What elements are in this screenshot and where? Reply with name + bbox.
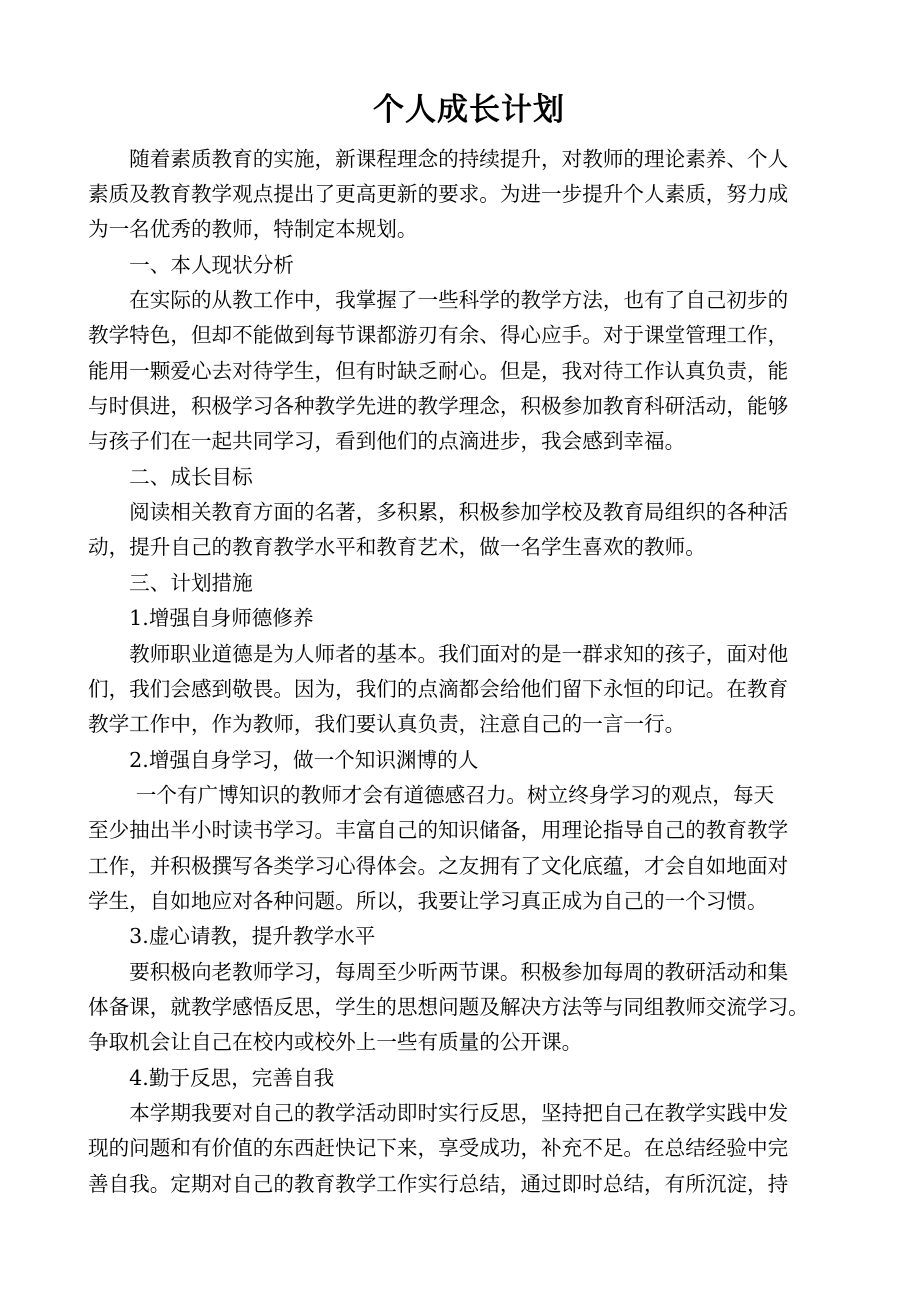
text-line: 们，我们会感到敬畏。因为，我们的点滴都会给他们留下永恒的印记。在教育 [88,677,789,701]
text-line: 教学工作中，作为教师，我们要认真负责，注意自己的一言一行。 [88,712,686,736]
text-line: 争取机会让自己在校内或校外上一些有质量的公开课。 [88,1030,583,1054]
text-line: 体备课，就教学感悟反思，学生的思想问题及解决方法等与同组教师交流学习。 [88,995,809,1019]
text-line: 现的问题和有价值的东西赶快记下来，享受成功，补充不足。在总结经验中完 [88,1136,789,1160]
text-line: 教师职业道德是为人师者的基本。我们面对的是一群求知的孩子，面对他 [88,642,789,666]
text-line: 教学特色，但却不能做到每节课都游刃有余、得心应手。对于课堂管理工作， [88,323,789,347]
text-line: 素质及教育教学观点提出了更高更新的要求。为进一步提升个人素质，努力成 [88,182,789,206]
subsection-heading: 4.勤于反思，完善自我 [88,1066,335,1090]
subsection-heading: 3.虚心请教，提升教学水平 [88,924,376,948]
subsection-heading: 2.增强自身学习，做一个知识渊博的人 [88,748,479,772]
text-line: 在实际的从教工作中，我掌握了一些科学的教学方法，也有了自己初步的 [88,288,789,312]
text-line: 动，提升自己的教育教学水平和教育艺术，做一名学生喜欢的教师。 [88,535,706,559]
text-line: 随着素质教育的实施，新课程理念的持续提升，对教师的理论素养、个人 [88,147,789,171]
text-line: 本学期我要对自己的教学活动即时实行反思，坚持把自己在教学实践中发 [88,1101,789,1125]
text-line: 学生，自如地应对各种问题。所以，我要让学习真正成为自己的一个习惯。 [88,889,768,913]
text-line: 为一名优秀的教师，特制定本规划。 [88,217,418,241]
section-heading: 三、计划措施 [88,571,253,595]
text-line: 工作，并积极撰写各类学习心得体会。之友拥有了文化底蕴，才会自如地面对 [88,854,789,878]
text-line: 能用一颗爱心去对待学生，但有时缺乏耐心。但是，我对待工作认真负责，能 [88,359,789,383]
text-line: 要积极向老教师学习，每周至少听两节课。积极参加每周的教研活动和集 [88,960,789,984]
subsection-heading: 1.增强自身师德修养 [88,606,314,630]
text-line: 善自我。定期对自己的教育教学工作实行总结，通过即时总结，有所沉淀，持 [88,1172,789,1196]
text-line: 与孩子们在一起共同学习，看到他们的点滴进步，我会感到幸福。 [88,429,686,453]
section-heading: 二、成长目标 [88,465,253,489]
section-heading: 一、本人现状分析 [88,253,294,277]
text-line: 至少抽出半小时读书学习。丰富自己的知识储备，用理论指导自己的教育教学 [88,818,789,842]
text-line: 与时俱进，积极学习各种教学先进的教学理念，积极参加教育科研活动，能够 [88,394,789,418]
text-line: 一个有广博知识的教师才会有道德感召力。树立终身学习的观点，每天 [88,783,775,807]
text-line: 阅读相关教育方面的名著，多积累，积极参加学校及教育局组织的各种活 [88,500,789,524]
document-title: 个人成长计划 [373,92,565,128]
